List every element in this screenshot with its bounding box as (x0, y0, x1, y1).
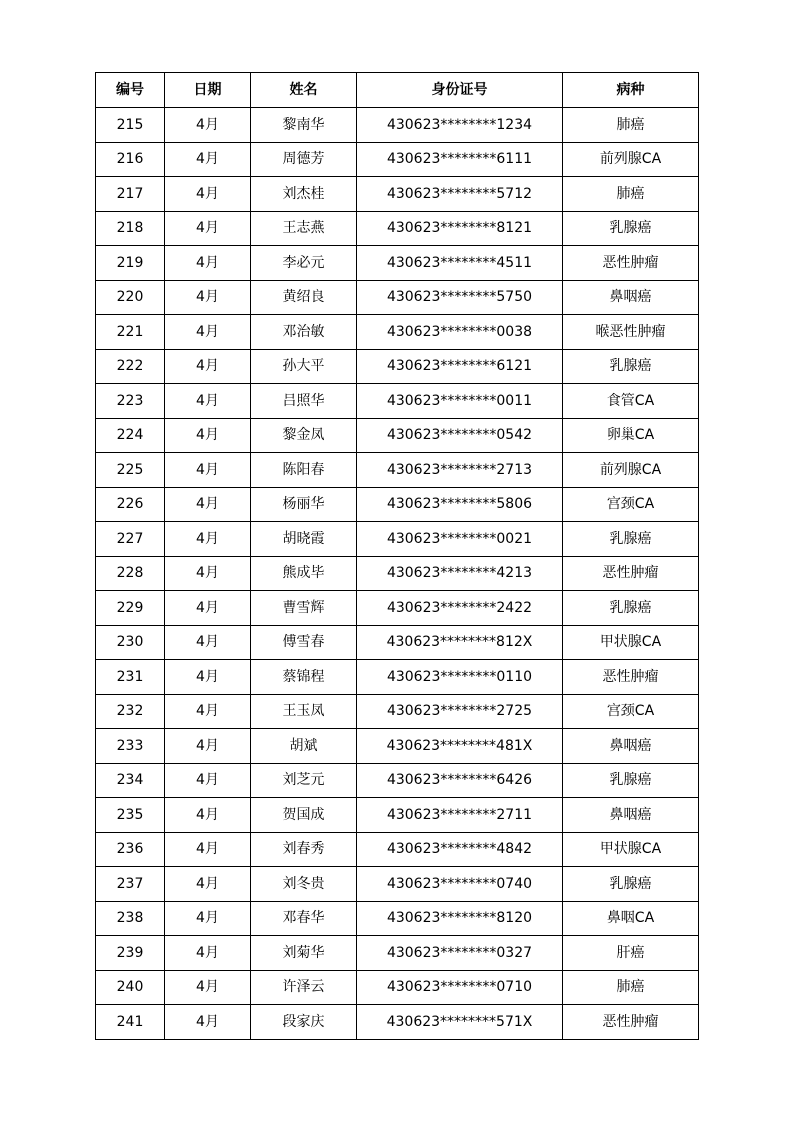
cell-disease: 肺癌 (563, 970, 699, 1005)
cell-disease: 恶性肿瘤 (563, 556, 699, 591)
cell-date: 4月 (165, 798, 251, 833)
cell-number: 215 (96, 108, 165, 143)
cell-disease: 鼻咽癌 (563, 798, 699, 833)
cell-name: 曹雪辉 (251, 591, 357, 626)
table-body (96, 108, 699, 1040)
cell-disease: 肺癌 (563, 108, 699, 143)
cell-id-number: 430623********2711 (357, 798, 563, 833)
cell-disease: 肝癌 (563, 936, 699, 971)
cell-disease: 前列腺CA (563, 453, 699, 488)
table-row (96, 694, 699, 729)
cell-number: 226 (96, 487, 165, 522)
cell-date: 4月 (165, 763, 251, 798)
cell-name: 熊成毕 (251, 556, 357, 591)
table-row (96, 211, 699, 246)
cell-date: 4月 (165, 694, 251, 729)
cell-date: 4月 (165, 591, 251, 626)
cell-name: 许泽云 (251, 970, 357, 1005)
cell-number: 241 (96, 1005, 165, 1040)
cell-id-number: 430623********8121 (357, 211, 563, 246)
column-header-number: 编号 (96, 73, 165, 108)
cell-id-number: 430623********0038 (357, 315, 563, 350)
cell-date: 4月 (165, 729, 251, 764)
cell-id-number: 430623********481X (357, 729, 563, 764)
cell-disease: 乳腺癌 (563, 591, 699, 626)
table-row (96, 108, 699, 143)
cell-disease: 乳腺癌 (563, 211, 699, 246)
table-row (96, 832, 699, 867)
table-row (96, 729, 699, 764)
cell-number: 223 (96, 384, 165, 419)
cell-number: 236 (96, 832, 165, 867)
cell-id-number: 430623********0740 (357, 867, 563, 902)
cell-id-number: 430623********812X (357, 625, 563, 660)
cell-date: 4月 (165, 867, 251, 902)
cell-id-number: 430623********5750 (357, 280, 563, 315)
cell-id-number: 430623********2422 (357, 591, 563, 626)
cell-id-number: 430623********0327 (357, 936, 563, 971)
cell-date: 4月 (165, 453, 251, 488)
cell-number: 229 (96, 591, 165, 626)
cell-name: 邓治敏 (251, 315, 357, 350)
cell-name: 贺国成 (251, 798, 357, 833)
cell-date: 4月 (165, 280, 251, 315)
cell-date: 4月 (165, 246, 251, 281)
column-header-date: 日期 (165, 73, 251, 108)
cell-name: 刘冬贵 (251, 867, 357, 902)
table-row (96, 867, 699, 902)
cell-id-number: 430623********1234 (357, 108, 563, 143)
cell-id-number: 430623********0542 (357, 418, 563, 453)
table-row (96, 142, 699, 177)
cell-id-number: 430623********2713 (357, 453, 563, 488)
column-header-name: 姓名 (251, 73, 357, 108)
cell-disease: 乳腺癌 (563, 763, 699, 798)
cell-date: 4月 (165, 625, 251, 660)
cell-name: 刘菊华 (251, 936, 357, 971)
table-row (96, 970, 699, 1005)
cell-id-number: 430623********0021 (357, 522, 563, 557)
cell-name: 刘春秀 (251, 832, 357, 867)
cell-name: 胡晓霞 (251, 522, 357, 557)
cell-name: 孙大平 (251, 349, 357, 384)
cell-number: 231 (96, 660, 165, 695)
cell-disease: 鼻咽癌 (563, 729, 699, 764)
cell-number: 239 (96, 936, 165, 971)
cell-number: 227 (96, 522, 165, 557)
cell-id-number: 430623********0110 (357, 660, 563, 695)
cell-id-number: 430623********0011 (357, 384, 563, 419)
cell-disease: 鼻咽CA (563, 901, 699, 936)
table-row (96, 660, 699, 695)
cell-name: 王玉凤 (251, 694, 357, 729)
cell-disease: 甲状腺CA (563, 625, 699, 660)
cell-disease: 宫颈CA (563, 694, 699, 729)
cell-name: 傅雪春 (251, 625, 357, 660)
cell-number: 219 (96, 246, 165, 281)
column-header-id-number: 身份证号 (357, 73, 563, 108)
cell-number: 216 (96, 142, 165, 177)
cell-name: 蔡锦程 (251, 660, 357, 695)
cell-date: 4月 (165, 660, 251, 695)
cell-disease: 恶性肿瘤 (563, 246, 699, 281)
cell-disease: 恶性肿瘤 (563, 660, 699, 695)
cell-number: 230 (96, 625, 165, 660)
cell-number: 235 (96, 798, 165, 833)
cell-number: 233 (96, 729, 165, 764)
table-row (96, 901, 699, 936)
cell-number: 237 (96, 867, 165, 902)
cell-disease: 前列腺CA (563, 142, 699, 177)
cell-disease: 喉恶性肿瘤 (563, 315, 699, 350)
cell-date: 4月 (165, 177, 251, 212)
cell-number: 232 (96, 694, 165, 729)
cell-name: 陈阳春 (251, 453, 357, 488)
cell-number: 218 (96, 211, 165, 246)
cell-id-number: 430623********6121 (357, 349, 563, 384)
cell-name: 刘芝元 (251, 763, 357, 798)
cell-disease: 食管CA (563, 384, 699, 419)
cell-name: 刘杰桂 (251, 177, 357, 212)
table-row (96, 522, 699, 557)
table-row (96, 1005, 699, 1040)
cell-date: 4月 (165, 936, 251, 971)
cell-date: 4月 (165, 487, 251, 522)
cell-id-number: 430623********5712 (357, 177, 563, 212)
cell-id-number: 430623********4511 (357, 246, 563, 281)
cell-date: 4月 (165, 522, 251, 557)
cell-date: 4月 (165, 384, 251, 419)
cell-date: 4月 (165, 832, 251, 867)
cell-name: 黎金凤 (251, 418, 357, 453)
table-row (96, 384, 699, 419)
cell-name: 黄绍良 (251, 280, 357, 315)
cell-date: 4月 (165, 901, 251, 936)
cell-disease: 恶性肿瘤 (563, 1005, 699, 1040)
table-row (96, 936, 699, 971)
cell-number: 228 (96, 556, 165, 591)
cell-name: 王志燕 (251, 211, 357, 246)
cell-disease: 乳腺癌 (563, 867, 699, 902)
cell-disease: 鼻咽癌 (563, 280, 699, 315)
table-row (96, 315, 699, 350)
header-row (96, 73, 699, 108)
cell-number: 238 (96, 901, 165, 936)
cell-date: 4月 (165, 970, 251, 1005)
cell-disease: 宫颈CA (563, 487, 699, 522)
cell-name: 黎南华 (251, 108, 357, 143)
table-row (96, 246, 699, 281)
cell-date: 4月 (165, 556, 251, 591)
table-row (96, 556, 699, 591)
table-row (96, 280, 699, 315)
patient-table (95, 72, 699, 1040)
cell-name: 吕照华 (251, 384, 357, 419)
cell-id-number: 430623********6111 (357, 142, 563, 177)
cell-date: 4月 (165, 1005, 251, 1040)
cell-id-number: 430623********571X (357, 1005, 563, 1040)
cell-disease: 肺癌 (563, 177, 699, 212)
table-row (96, 763, 699, 798)
table-row (96, 418, 699, 453)
table-row (96, 349, 699, 384)
cell-id-number: 430623********6426 (357, 763, 563, 798)
cell-id-number: 430623********0710 (357, 970, 563, 1005)
cell-number: 220 (96, 280, 165, 315)
table-row (96, 591, 699, 626)
cell-number: 240 (96, 970, 165, 1005)
column-header-disease: 病种 (563, 73, 699, 108)
cell-id-number: 430623********2725 (357, 694, 563, 729)
cell-disease: 乳腺癌 (563, 349, 699, 384)
cell-name: 杨丽华 (251, 487, 357, 522)
cell-disease: 甲状腺CA (563, 832, 699, 867)
cell-number: 221 (96, 315, 165, 350)
cell-name: 胡斌 (251, 729, 357, 764)
cell-number: 222 (96, 349, 165, 384)
table-row (96, 453, 699, 488)
cell-id-number: 430623********4213 (357, 556, 563, 591)
cell-disease: 卵巢CA (563, 418, 699, 453)
cell-id-number: 430623********4842 (357, 832, 563, 867)
cell-disease: 乳腺癌 (563, 522, 699, 557)
cell-number: 224 (96, 418, 165, 453)
table-row (96, 625, 699, 660)
table-row (96, 487, 699, 522)
cell-number: 225 (96, 453, 165, 488)
cell-date: 4月 (165, 142, 251, 177)
cell-date: 4月 (165, 349, 251, 384)
cell-date: 4月 (165, 211, 251, 246)
cell-number: 234 (96, 763, 165, 798)
cell-id-number: 430623********5806 (357, 487, 563, 522)
cell-id-number: 430623********8120 (357, 901, 563, 936)
cell-number: 217 (96, 177, 165, 212)
cell-date: 4月 (165, 315, 251, 350)
cell-date: 4月 (165, 418, 251, 453)
table-row (96, 177, 699, 212)
cell-name: 段家庆 (251, 1005, 357, 1040)
table-header (96, 73, 699, 108)
cell-name: 李必元 (251, 246, 357, 281)
cell-name: 周德芳 (251, 142, 357, 177)
cell-name: 邓春华 (251, 901, 357, 936)
table-row (96, 798, 699, 833)
cell-date: 4月 (165, 108, 251, 143)
